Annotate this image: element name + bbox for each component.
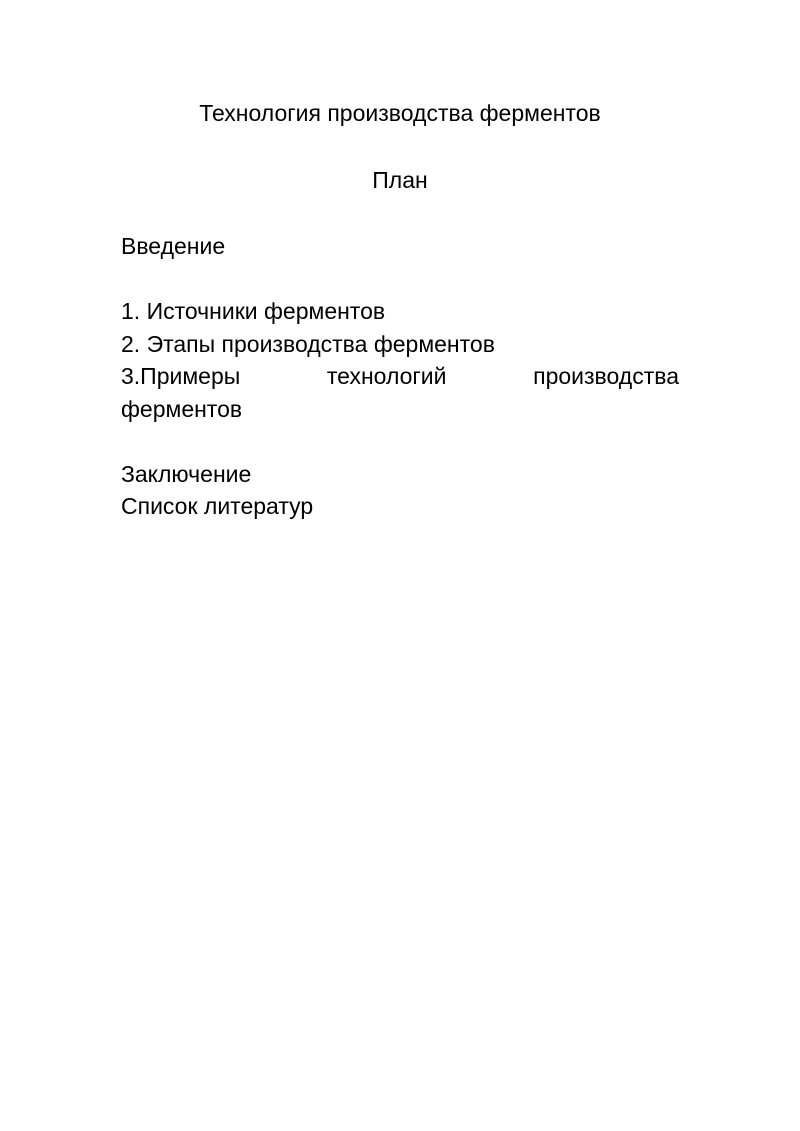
plan-item-3-word-1: 3.Примеры bbox=[121, 363, 241, 389]
plan-item-1: 1. Источники ферментов bbox=[121, 298, 386, 324]
plan-item-3-continuation: ферментов bbox=[121, 395, 243, 422]
document-title: Технология производства ферментов bbox=[199, 100, 601, 126]
plan-item-2: 2. Этапы производства ферментов bbox=[121, 330, 495, 357]
plan-item-3 bbox=[121, 360, 679, 393]
plan-item-3-word-2: технологий bbox=[326, 363, 447, 389]
conclusion-line: Заключение bbox=[121, 460, 252, 487]
intro-line: Введение bbox=[121, 233, 226, 259]
spacer bbox=[121, 425, 679, 458]
spacer bbox=[121, 263, 679, 296]
plan-content bbox=[121, 230, 679, 523]
plan-heading: План bbox=[372, 167, 428, 193]
references-line: Список литератур bbox=[121, 493, 314, 519]
plan-item-3-word-3: производства bbox=[533, 363, 679, 389]
